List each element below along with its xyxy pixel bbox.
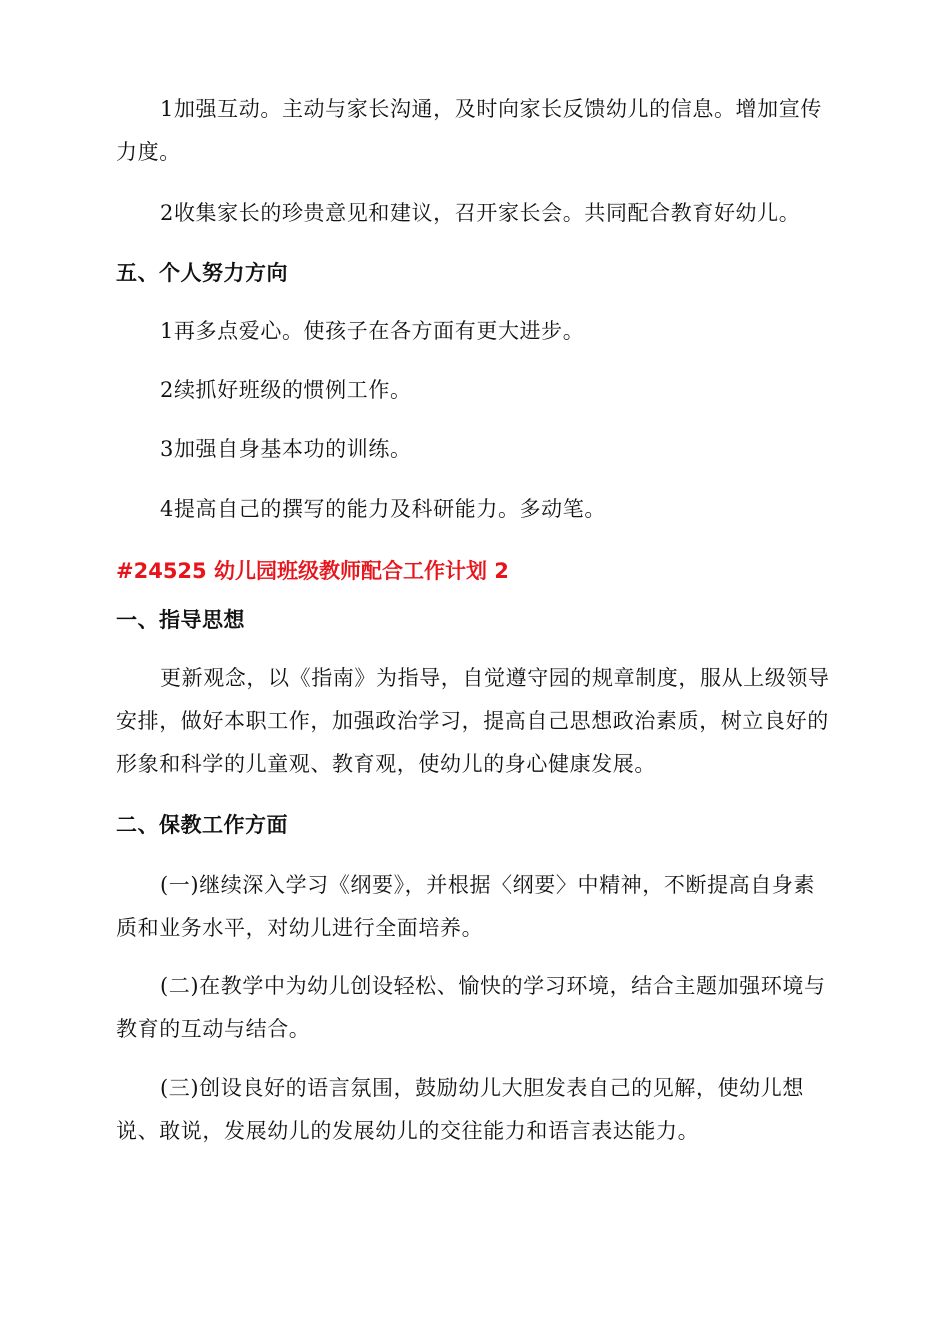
parent-item-1: 1加强互动。主动与家长沟通，及时向家长反馈幼儿的信息。增加宣传力度。 (116, 97, 822, 164)
guiding-thought-text: 更新观念，以《指南》为指导，自觉遵守园的规章制度，服从上级领导安排，做好本职工作，加强政治学习，提高自己思想政治素质，树立良好的形象和科学的儿童观、教育观，使幼儿的身心健康发展。 (116, 666, 830, 776)
effort-item-1: 1再多点爱心。使孩子在各方面有更大进步。 (160, 319, 585, 343)
effort-item-4: 4提高自己的撰写的能力及科研能力。多动笔。 (160, 497, 606, 521)
care-item-3: (三)创设良好的语言氛围，鼓励幼儿大胆发表自己的见解，使幼儿想说、敢说，发展幼儿的发展幼儿的交往能力和语言表达能力。 (116, 1076, 804, 1143)
section-two-heading: 二、保教工作方面 (116, 813, 288, 837)
effort-item-2: 2续抓好班级的惯例工作。 (160, 378, 412, 402)
care-item-2: (二)在教学中为幼儿创设轻松、愉快的学习环境，结合主题加强环境与教育的互动与结合。 (116, 974, 826, 1041)
document-title: #24525 幼儿园班级教师配合工作计划 2 (116, 559, 509, 583)
effort-item-3: 3加强自身基本功的训练。 (160, 437, 412, 461)
section-one-heading: 一、指导思想 (116, 608, 245, 632)
section-five-heading: 五、个人努力方向 (116, 261, 288, 285)
care-item-1: (一)继续深入学习《纲要》，并根据〈纲要〉中精神，不断提高自身素质和业务水平，对幼儿进行全面培养。 (116, 873, 816, 940)
parent-item-2: 2收集家长的珍贵意见和建议，召开家长会。共同配合教育好幼儿。 (160, 201, 801, 225)
